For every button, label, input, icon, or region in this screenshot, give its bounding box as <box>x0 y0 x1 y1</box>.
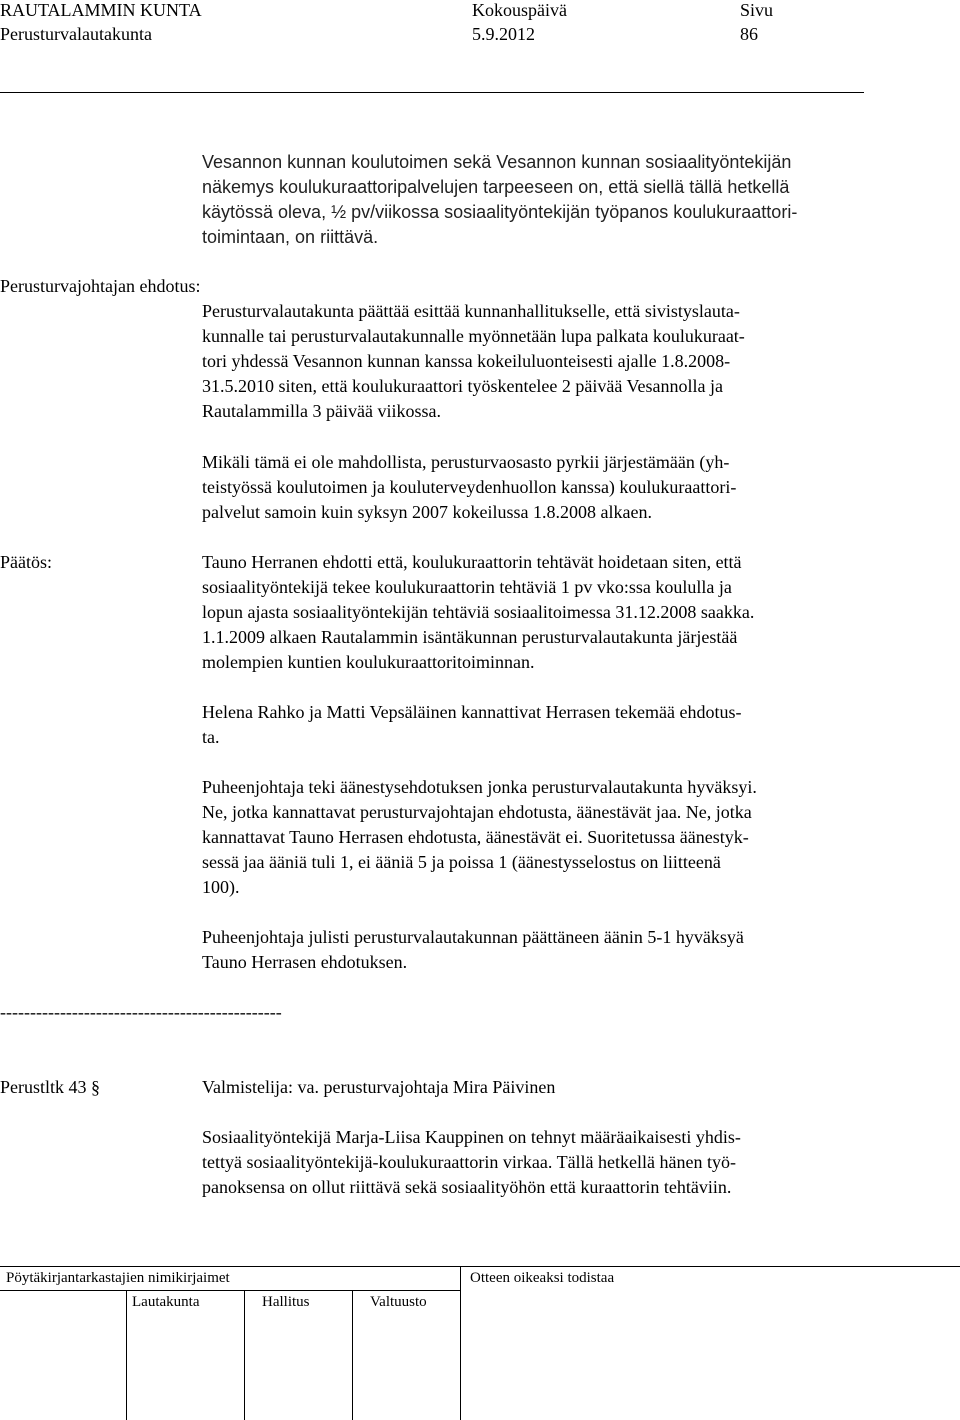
footer-col-divider <box>126 1290 127 1420</box>
decision-line: ta. <box>202 727 220 747</box>
decision-label: Päätös: <box>0 552 52 572</box>
decision-line: sosiaalityöntekijä tekee koulukuraattorin tehtäviä 1 pv vko:ssa koululla ja <box>202 577 732 597</box>
footer-mid-rule <box>0 1290 460 1291</box>
footer-certified-label: Otteen oikeaksi todistaa <box>470 1270 615 1286</box>
intro-line: näkemys koulukuraattoripalvelujen tarpeeseen on, että siellä tällä hetkellä <box>202 177 790 197</box>
intro-line: toimintaan, on riittävä. <box>202 227 379 247</box>
decision-line: Ne, jotka kannattavat perusturvajohtajan ehdotusta, äänestävät jaa. Ne, jotka <box>202 802 752 822</box>
decision-line: kannattavat Tauno Herrasen ehdotusta, äänestävät ei. Suoritetussa äänestyk- <box>202 827 749 847</box>
section-line: tettyä sosiaalityöntekijä-koulukuraattorin virkaa. Tällä hetkellä hänen työ- <box>202 1152 736 1172</box>
section-label: Perustltk 43 § <box>0 1077 101 1097</box>
proposal-line: 31.5.2010 siten, että koulukuraattori työskentelee 2 päivää Vesannolla ja <box>202 376 724 396</box>
header-page-label: Sivu <box>740 0 774 20</box>
proposal-line: kunnalle tai perusturvalautakunnalle myönnetään lupa palkata koulukuraat- <box>202 326 745 346</box>
intro-line: käytössä oleva, ½ pv/viikossa sosiaalityöntekijän työpanos koulukuraattori- <box>202 202 798 222</box>
proposal-line: Rautalammilla 3 päivää viikossa. <box>202 401 441 421</box>
decision-line: Helena Rahko ja Matti Vepsäläinen kannattivat Herrasen tekemää ehdotus- <box>202 702 742 722</box>
decision-line: sessä jaa ääniä tuli 1, ei ääniä 5 ja poissa 1 (äänestysselostus on liitteenä <box>202 852 721 872</box>
decision-line: Tauno Herrasen ehdotuksen. <box>202 952 408 972</box>
decision-line: 1.1.2009 alkaen Rautalammin isäntäkunnan perusturvalautakunta järjestää <box>202 627 738 647</box>
header-date-label: Kokouspäivä <box>472 0 567 20</box>
header-rule <box>0 92 864 93</box>
section-separator: ----------------------------------------------- <box>0 1002 282 1022</box>
decision-line: 100). <box>202 877 240 897</box>
intro-line: Vesannon kunnan koulutoimen sekä Vesannon kunnan sosiaalityöntekijän <box>202 152 792 172</box>
footer-divider <box>460 1266 461 1420</box>
footer-col-lautakunta: Lautakunta <box>132 1294 200 1310</box>
footer-col-divider <box>244 1290 245 1420</box>
section-preparer: Valmistelija: va. perusturvajohtaja Mira Päivinen <box>202 1077 556 1097</box>
footer-signatures-label: Pöytäkirjantarkastajien nimikirjaimet <box>6 1270 230 1286</box>
proposal-line: Perusturvalautakunta päättää esittää kunnanhallitukselle, että sivistyslauta- <box>202 301 740 321</box>
footer-col-divider <box>352 1290 353 1420</box>
decision-line: Tauno Herranen ehdotti että, koulukuraattorin tehtävät hoidetaan siten, että <box>202 552 742 572</box>
header-date: 5.9.2012 <box>472 24 535 44</box>
proposal-line: Mikäli tämä ei ole mahdollista, perusturvaosasto pyrkii järjestämään (yh- <box>202 452 730 472</box>
header-page-number: 86 <box>740 24 758 44</box>
section-line: panoksensa on ollut riittävä sekä sosiaalityöhön että kuraattorin tehtäviin. <box>202 1177 732 1197</box>
decision-line: Puheenjohtaja teki äänestysehdotuksen jonka perusturvalautakunta hyväksyi. <box>202 777 757 797</box>
section-line: Sosiaalityöntekijä Marja-Liisa Kauppinen on tehnyt määräaikaisesti yhdis- <box>202 1127 741 1147</box>
footer-col-hallitus: Hallitus <box>262 1294 310 1310</box>
footer-col-valtuusto: Valtuusto <box>370 1294 427 1310</box>
header-committee: Perusturvalautakunta <box>0 24 152 44</box>
proposal-line: palvelut samoin kuin syksyn 2007 kokeilussa 1.8.2008 alkaen. <box>202 502 652 522</box>
proposal-label: Perusturvajohtajan ehdotus: <box>0 276 201 296</box>
decision-line: molempien kuntien koulukuraattoritoiminnan. <box>202 652 535 672</box>
proposal-line: teistyössä koulutoimen ja kouluterveydenhuollon kanssa) koulukuraattori- <box>202 477 737 497</box>
footer-top-rule <box>0 1266 960 1267</box>
decision-line: lopun ajasta sosiaalityöntekijän tehtäviä sosiaalitoimessa 31.12.2008 saakka. <box>202 602 755 622</box>
decision-line: Puheenjohtaja julisti perusturvalautakunnan päättäneen äänin 5-1 hyväksyä <box>202 927 744 947</box>
header-org: RAUTALAMMIN KUNTA <box>0 0 202 20</box>
proposal-line: tori yhdessä Vesannon kunnan kanssa kokeiluluonteisesti ajalle 1.8.2008- <box>202 351 731 371</box>
